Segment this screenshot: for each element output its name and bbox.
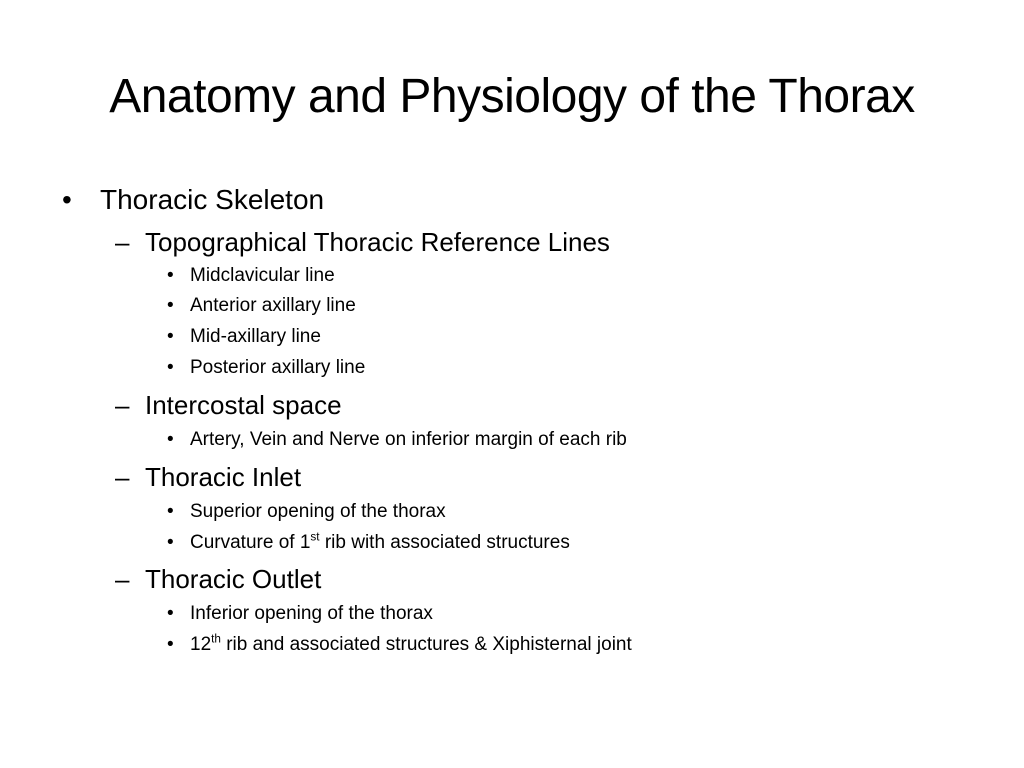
bullet-marker: • bbox=[62, 184, 72, 215]
subheading-reference-lines: Topographical Thoracic Reference Lines bbox=[145, 227, 610, 257]
item-text: Curvature of 1 bbox=[190, 532, 311, 553]
bullet-marker: • bbox=[167, 326, 174, 347]
item-posterior-axillary-line: Posterior axillary line bbox=[190, 357, 366, 378]
bullet-marker: • bbox=[167, 295, 174, 316]
bullet-marker: • bbox=[167, 265, 174, 286]
item-mid-axillary-line: Mid-axillary line bbox=[190, 326, 321, 347]
item-text: 12 bbox=[190, 634, 212, 655]
dash-marker: – bbox=[115, 390, 130, 420]
item-text: rib with associated structures bbox=[319, 532, 570, 553]
item-twelfth-rib bbox=[190, 632, 632, 658]
ordinal-suffix: th bbox=[211, 632, 221, 646]
bullet-marker: • bbox=[167, 603, 174, 624]
ordinal-suffix: st bbox=[310, 530, 320, 544]
item-inferior-opening: Inferior opening of the thorax bbox=[190, 603, 433, 624]
bullet-text-thoracic-skeleton: Thoracic Skeleton bbox=[100, 184, 325, 215]
dash-marker: – bbox=[115, 227, 130, 257]
subheading-intercostal-space: Intercostal space bbox=[145, 390, 342, 420]
slide-title: Anatomy and Physiology of the Thorax bbox=[109, 70, 915, 123]
item-curvature-first-rib bbox=[190, 530, 570, 556]
bullet-marker: • bbox=[167, 532, 174, 553]
item-midclavicular-line: Midclavicular line bbox=[190, 265, 335, 286]
subheading-thoracic-outlet: Thoracic Outlet bbox=[145, 564, 322, 594]
item-artery-vein-nerve: Artery, Vein and Nerve on inferior margin of each rib bbox=[190, 429, 627, 450]
item-superior-opening: Superior opening of the thorax bbox=[190, 501, 446, 522]
item-anterior-axillary-line: Anterior axillary line bbox=[190, 295, 356, 316]
dash-marker: – bbox=[115, 462, 130, 492]
item-text: rib and associated structures & Xiphisternal joint bbox=[220, 634, 632, 655]
bullet-marker: • bbox=[167, 501, 174, 522]
bullet-marker: • bbox=[167, 634, 174, 655]
bullet-marker: • bbox=[167, 357, 174, 378]
subheading-thoracic-inlet: Thoracic Inlet bbox=[145, 462, 302, 492]
bullet-marker: • bbox=[167, 429, 174, 450]
dash-marker: – bbox=[115, 564, 130, 594]
